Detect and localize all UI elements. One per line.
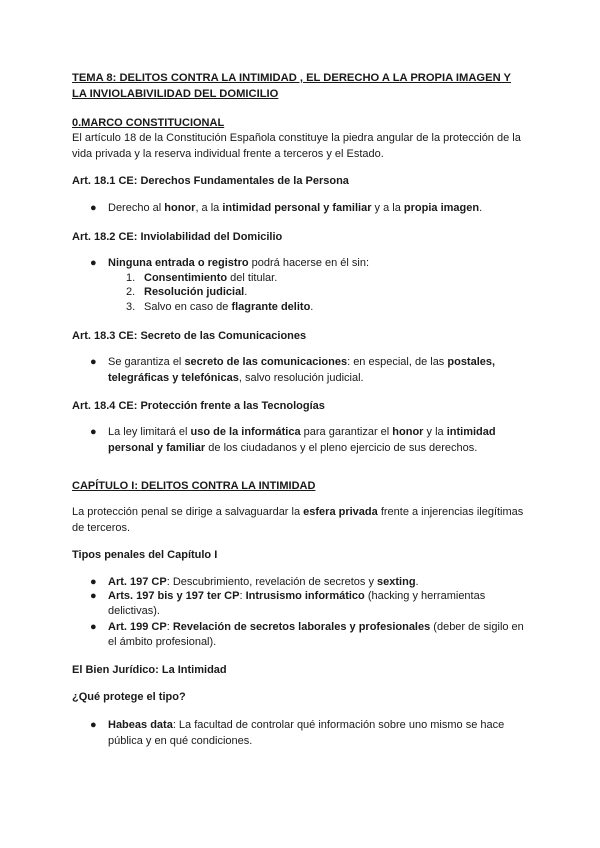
- bien-juridico-heading: El Bien Jurídico: La Intimidad: [72, 664, 227, 676]
- bullet-icon: ●: [90, 356, 97, 368]
- bullet-icon: ●: [90, 202, 97, 214]
- list-item: ● Habeas data: La facultad de controlar qué información sobre uno mismo se hace pública y en qué condiciones.: [90, 719, 505, 747]
- art-18-2-heading: Art. 18.2 CE: Inviolabilidad del Domicilio: [72, 231, 283, 243]
- list-item: ● Art. 197 CP: Descubrimiento, revelación de secretos y sexting.: [108, 575, 528, 591]
- title-line-2: LA INVIOLABIVILIDAD DEL DOMICILIO: [72, 87, 279, 100]
- bullet-icon: ●: [90, 621, 97, 633]
- ordered-item: 1. Consentimiento del titular.: [126, 272, 278, 284]
- art-18-1-heading: Art. 18.1 CE: Derechos Fundamentales de la Persona: [72, 175, 349, 187]
- tipos-heading: Tipos penales del Capítulo I: [72, 549, 218, 561]
- bullet-icon: ●: [90, 719, 97, 731]
- protege-heading: ¿Qué protege el tipo?: [72, 691, 186, 703]
- section-marco-heading: 0.MARCO CONSTITUCIONAL: [72, 117, 225, 129]
- list-item: ● Arts. 197 bis y 197 ter CP: Intrusismo informático (hacking y herramientas delictivas).: [90, 590, 486, 617]
- art-18-3-heading: Art. 18.3 CE: Secreto de las Comunicaciones: [72, 330, 307, 342]
- bullet-icon: ●: [90, 576, 97, 588]
- list-item: ● Ninguna entrada o registro podrá hacerse en él sin:: [108, 256, 528, 272]
- chapter-1-intro: La protección penal se dirige a salvaguardar la esfera privada frente a injerencias ilegítimas de terceros.: [72, 506, 524, 534]
- page-title: [72, 71, 532, 102]
- bullet-icon: ●: [90, 257, 97, 269]
- bullet-icon: ●: [90, 590, 97, 602]
- bullet-icon: ●: [90, 426, 97, 438]
- list-item: ● Se garantiza el secreto de las comunicaciones: en especial, de las postales, telegráficas y telefónicas, salvo resolución judicial.: [90, 356, 496, 384]
- art-18-4-heading: Art. 18.4 CE: Protección frente a las Tecnologías: [72, 400, 325, 412]
- list-item: ● La ley limitará el uso de la informática para garantizar el honor y la intimidad personal y familiar de los ciudadanos y el pleno ejercicio de sus derechos.: [90, 426, 496, 454]
- ordered-item: 3. Salvo en caso de flagrante delito.: [126, 301, 314, 313]
- list-item: ● Art. 199 CP: Revelación de secretos laborales y profesionales (deber de sigilo en el ámbito profesional).: [90, 621, 524, 648]
- chapter-1-heading: CAPÍTULO I: DELITOS CONTRA LA INTIMIDAD: [72, 480, 316, 492]
- list-item: ● Derecho al honor, a la intimidad personal y familiar y a la propia imagen.: [108, 201, 528, 217]
- ordered-item: 2. Resolución judicial.: [126, 286, 248, 298]
- title-line-1: TEMA 8: DELITOS CONTRA LA INTIMIDAD , EL DERECHO A LA PROPIA IMAGEN Y: [72, 72, 512, 84]
- section-marco-text: El artículo 18 de la Constitución Española constituye la piedra angular de la protección de la vida privada y la reserva individual frente a terceros y el Estado.: [72, 132, 521, 160]
